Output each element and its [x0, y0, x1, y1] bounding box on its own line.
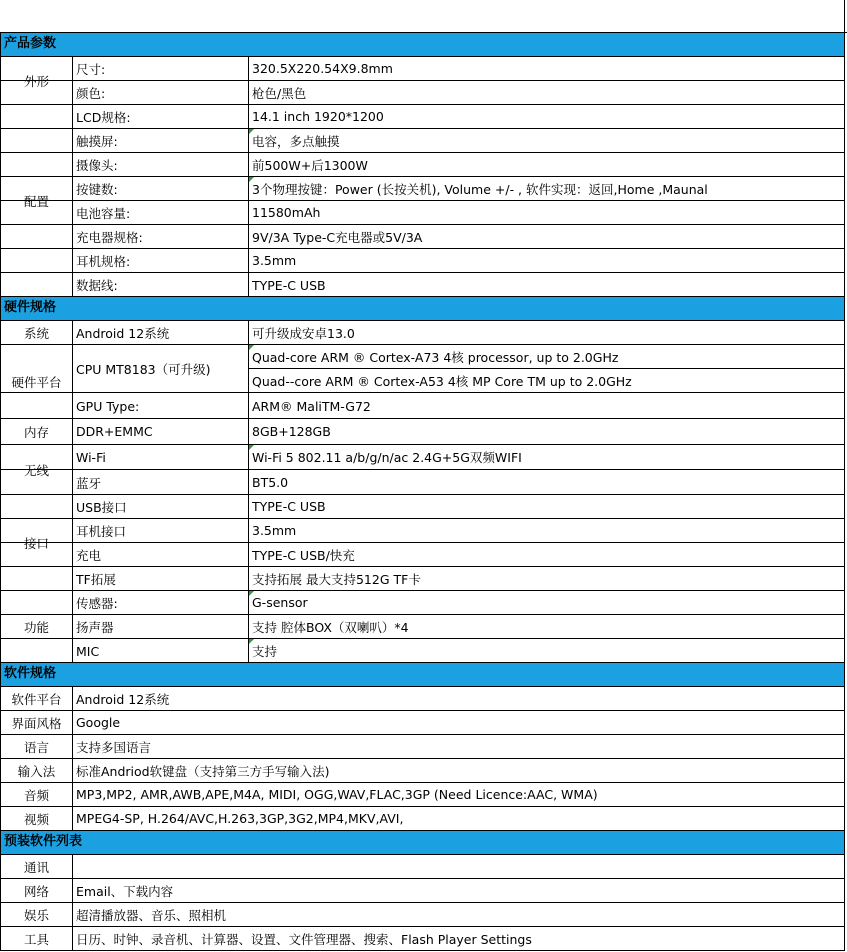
- spec-value: Wi-Fi 5 802.11 a/b/g/n/ac 2.4G+5G双频WIFI: [249, 445, 844, 469]
- software-row: [0, 759, 845, 783]
- spec-row: [1, 129, 844, 153]
- spec-row: [1, 445, 844, 470]
- group-wireless: [0, 445, 845, 495]
- row-value: [73, 855, 844, 878]
- spec-name: DDR+EMMC: [73, 419, 249, 444]
- group-label: 接口: [1, 495, 73, 590]
- spec-name: 蓝牙: [73, 470, 249, 495]
- group-ports: [0, 495, 845, 591]
- software-row: [0, 735, 845, 759]
- spec-value: 支持 腔体BOX（双喇叭）*4: [252, 619, 409, 635]
- spec-name: TF拓展: [73, 567, 249, 591]
- spec-row: [1, 519, 844, 543]
- spec-value: 前500W+后1300W: [252, 157, 368, 173]
- group-label: 外形: [1, 57, 73, 104]
- row-value: Google: [76, 715, 121, 730]
- spec-value: 支持拓展 最大支持512G TF卡: [252, 572, 421, 587]
- group-label: 系统: [1, 321, 73, 344]
- spec-row: [1, 273, 844, 297]
- row-label: 通讯: [1, 855, 73, 878]
- row-value: Android 12系统: [76, 691, 170, 707]
- group-system: [0, 321, 845, 345]
- row-label: 工具: [1, 927, 73, 950]
- spec-name: 充电: [73, 543, 249, 566]
- spec-value: TYPE-C USB: [252, 499, 326, 514]
- spec-name: Wi-Fi: [73, 445, 249, 469]
- group-label: 配置: [1, 105, 73, 296]
- cpu-row: [1, 345, 844, 393]
- spec-name: Android 12系统: [73, 321, 249, 344]
- group-memory: [0, 419, 845, 445]
- section-header-hardware: 硬件规格: [0, 297, 845, 321]
- spec-row: [1, 81, 844, 105]
- spec-value: 3个物理按键：Power (长按关机), Volume +/- , 软件实现：返回,Home ,Maunal: [249, 177, 844, 200]
- spec-row: [1, 615, 844, 639]
- spec-name: 耳机规格:: [73, 249, 249, 272]
- row-label: 音频: [1, 783, 73, 806]
- spec-row: [1, 543, 844, 567]
- spec-row: [1, 470, 844, 495]
- preinstalled-row: [0, 903, 845, 927]
- spec-name: USB接口: [73, 495, 249, 518]
- spec-name: 颜色:: [73, 81, 249, 105]
- spec-row: [1, 153, 844, 177]
- section-header-software: 软件规格: [0, 663, 845, 687]
- spec-name: LCD规格:: [73, 105, 249, 128]
- section-header-preinstalled: 预装软件列表: [0, 831, 845, 855]
- spec-row: [1, 57, 844, 81]
- spec-value: 3.5mm: [252, 253, 297, 268]
- spec-value: 枪色/黑色: [252, 86, 307, 101]
- spec-value: TYPE-C USB/快充: [252, 547, 355, 563]
- spec-row: [1, 177, 844, 201]
- row-value: 超清播放器、音乐、照相机: [76, 907, 227, 923]
- group-hw-platform: [0, 345, 845, 419]
- spec-row: [1, 495, 844, 519]
- spec-value: 8GB+128GB: [252, 424, 331, 439]
- top-blank-row: [0, 0, 847, 33]
- spec-value: 支持: [249, 639, 844, 663]
- software-row: [0, 711, 845, 735]
- spec-name: 数据线:: [73, 273, 249, 297]
- spec-name: 尺寸:: [73, 57, 249, 80]
- group-label: 硬件平台: [1, 345, 73, 418]
- spec-name: 充电器规格:: [73, 225, 249, 248]
- spec-row: [1, 225, 844, 249]
- group-label: 无线: [1, 445, 73, 494]
- row-label: 语言: [1, 735, 73, 758]
- preinstalled-row: [0, 927, 845, 951]
- spec-row: [1, 201, 844, 225]
- spec-name: MIC: [73, 639, 249, 663]
- row-label: 娱乐: [1, 903, 73, 926]
- group-appearance: [0, 57, 845, 105]
- spec-name: 耳机接口: [73, 519, 249, 542]
- row-value: 支持多国语言: [76, 739, 152, 755]
- spec-value: TYPE-C USB: [252, 277, 326, 293]
- preinstalled-row: [0, 855, 845, 879]
- spec-name: CPU MT8183（可升级): [73, 345, 249, 392]
- spec-name: 电池容量:: [73, 201, 249, 224]
- row-label: 视频: [1, 807, 73, 830]
- row-value: 标准Andriod软键盘（支持第三方手写输入法): [76, 763, 330, 779]
- row-label: 输入法: [1, 759, 73, 782]
- spec-value: 9V/3A Type-C充电器或5V/3A: [252, 229, 423, 245]
- group-config: [0, 105, 845, 297]
- spec-value: BT5.0: [252, 475, 289, 490]
- spec-name: GPU Type:: [73, 393, 249, 419]
- spec-value: ARM® MaliTM-G72: [252, 398, 371, 414]
- row-value: MP3,MP2, AMR,AWB,APE,M4A, MIDI, OGG,WAV,FLAC,3GP (Need Licence:AAC, WMA): [76, 787, 598, 802]
- row-value: 日历、时钟、录音机、计算器、设置、文件管理器、搜索、Flash Player Settings: [76, 931, 532, 947]
- row-label: 网络: [1, 879, 73, 902]
- row-label: 软件平台: [1, 687, 73, 710]
- software-row: [0, 687, 845, 711]
- spec-value: 电容，多点触摸: [249, 129, 844, 152]
- section-header-product-params: 产品参数: [0, 33, 845, 57]
- spec-row: [1, 249, 844, 273]
- spec-value: 320.5X220.54X9.8mm: [252, 61, 393, 76]
- spec-value: 可升级成安卓13.0: [252, 325, 355, 341]
- preinstalled-row: [0, 879, 845, 903]
- spec-row: [1, 591, 844, 615]
- spec-row: [1, 105, 844, 129]
- group-features: [0, 591, 845, 663]
- row-value: Email、下载内容: [76, 883, 174, 899]
- group-label: 内存: [1, 419, 73, 444]
- spec-name: 触摸屏:: [73, 129, 249, 152]
- software-row: [0, 783, 845, 807]
- spec-value: Quad-core ARM ® Cortex-A73 4核 processor, up to 2.0GHz: [249, 345, 844, 368]
- row-value: MPEG4-SP, H.264/AVC,H.263,3GP,3G2,MP4,MKV,AVI,: [76, 811, 404, 826]
- group-label: 功能: [1, 591, 73, 662]
- software-row: [0, 807, 845, 831]
- spec-name: 摄像头:: [73, 153, 249, 176]
- spec-value: 3.5mm: [252, 523, 297, 538]
- spec-name: 扬声器: [73, 615, 249, 638]
- row-label: 界面风格: [1, 711, 73, 734]
- spec-row: [1, 639, 844, 663]
- spec-name: 传感器:: [73, 591, 249, 614]
- spec-value: Quad--core ARM ® Cortex-A53 4核 MP Core TM up to 2.0GHz: [252, 374, 632, 389]
- spec-name: 按键数:: [73, 177, 249, 200]
- gpu-row: [1, 393, 844, 419]
- spec-value: G-sensor: [249, 591, 844, 614]
- spec-value: 11580mAh: [252, 205, 321, 220]
- spec-row: [1, 567, 844, 591]
- spec-value: 14.1 inch 1920*1200: [252, 109, 384, 124]
